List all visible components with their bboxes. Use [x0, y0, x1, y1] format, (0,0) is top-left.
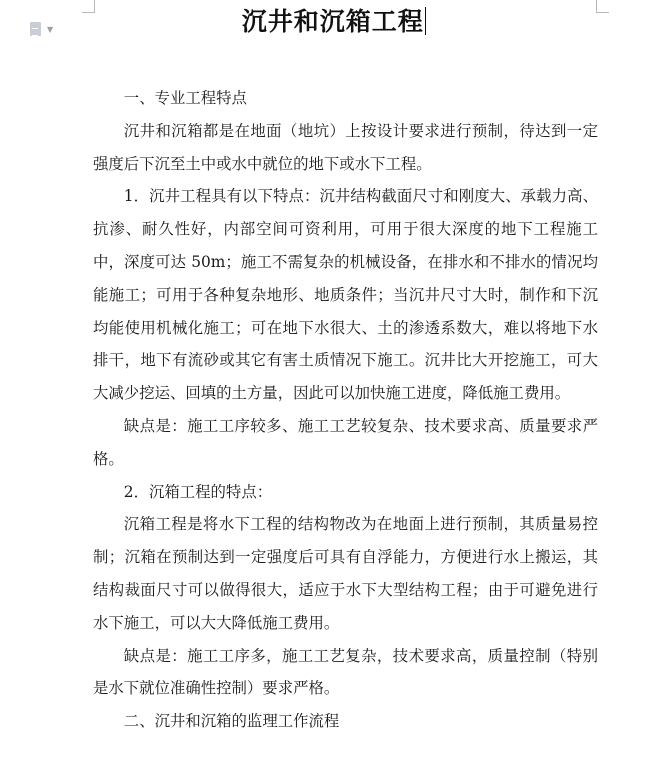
paragraph-caisson-drawbacks: 缺点是：施工工序较多、施工工艺较复杂、技术要求高、质量要求严格。: [93, 416, 598, 468]
section-heading-1: 一、专业工程特点: [123, 89, 247, 107]
document-title: 沉井和沉箱工程: [241, 7, 424, 36]
section-heading-2: 二、沉井和沉箱的监理工作流程: [123, 712, 340, 731]
text-cursor: [425, 7, 427, 35]
paragraph-intro: 沉井和沉箱都是在地面（地坑）上按设计要求进行预制，待达到一定强度后下沉至土中或水中就位的地下或水下工程。: [93, 121, 598, 173]
paragraph-box-drawbacks: 缺点是：施工工序多，施工工艺复杂，技术要求高，质量控制（特别是水下就位准确性控制）要求严格。: [93, 646, 598, 698]
paragraph-box-features: 沉箱工程是将水下工程的结构物改为在地面上进行预制，其质量易控制；沉箱在预制达到一定强度后可具有自浮能力，方便进行水上搬运，其结构裁面尺寸可以做得很大，适应于水下大型结构工程；由于可避免进行水下施工，可以大大降低施工费用。: [93, 515, 598, 632]
document-title-line[interactable]: [0, 4, 668, 40]
document-body[interactable]: [93, 82, 598, 738]
paragraph-caisson-features: 1．沉井工程具有以下特点：沉井结构截面尺寸和刚度大、承载力高、抗渗、耐久性好，内部空间可资利用，可用于很大深度的地下工程施工中，深度可达 50m；施工不需复杂的机械设备，在排水和不排水的情况均能施工；可用于各种复杂地形、地质条件；当沉井尺寸大时，制作和下沉均能使用机械化施工；可在地下水很大、土的渗透系数大，难以将地下水排干，地下有流砂或其它有害土质情况下施工。沉井比大开挖施工，可大大减少挖运、回填的土方量，因此可以加快施工进度，降低施工费用。: [93, 187, 598, 403]
paragraph-box-heading: 2．沉箱工程的特点：: [123, 482, 273, 501]
chevron-down-icon[interactable]: ▼: [47, 25, 54, 34]
